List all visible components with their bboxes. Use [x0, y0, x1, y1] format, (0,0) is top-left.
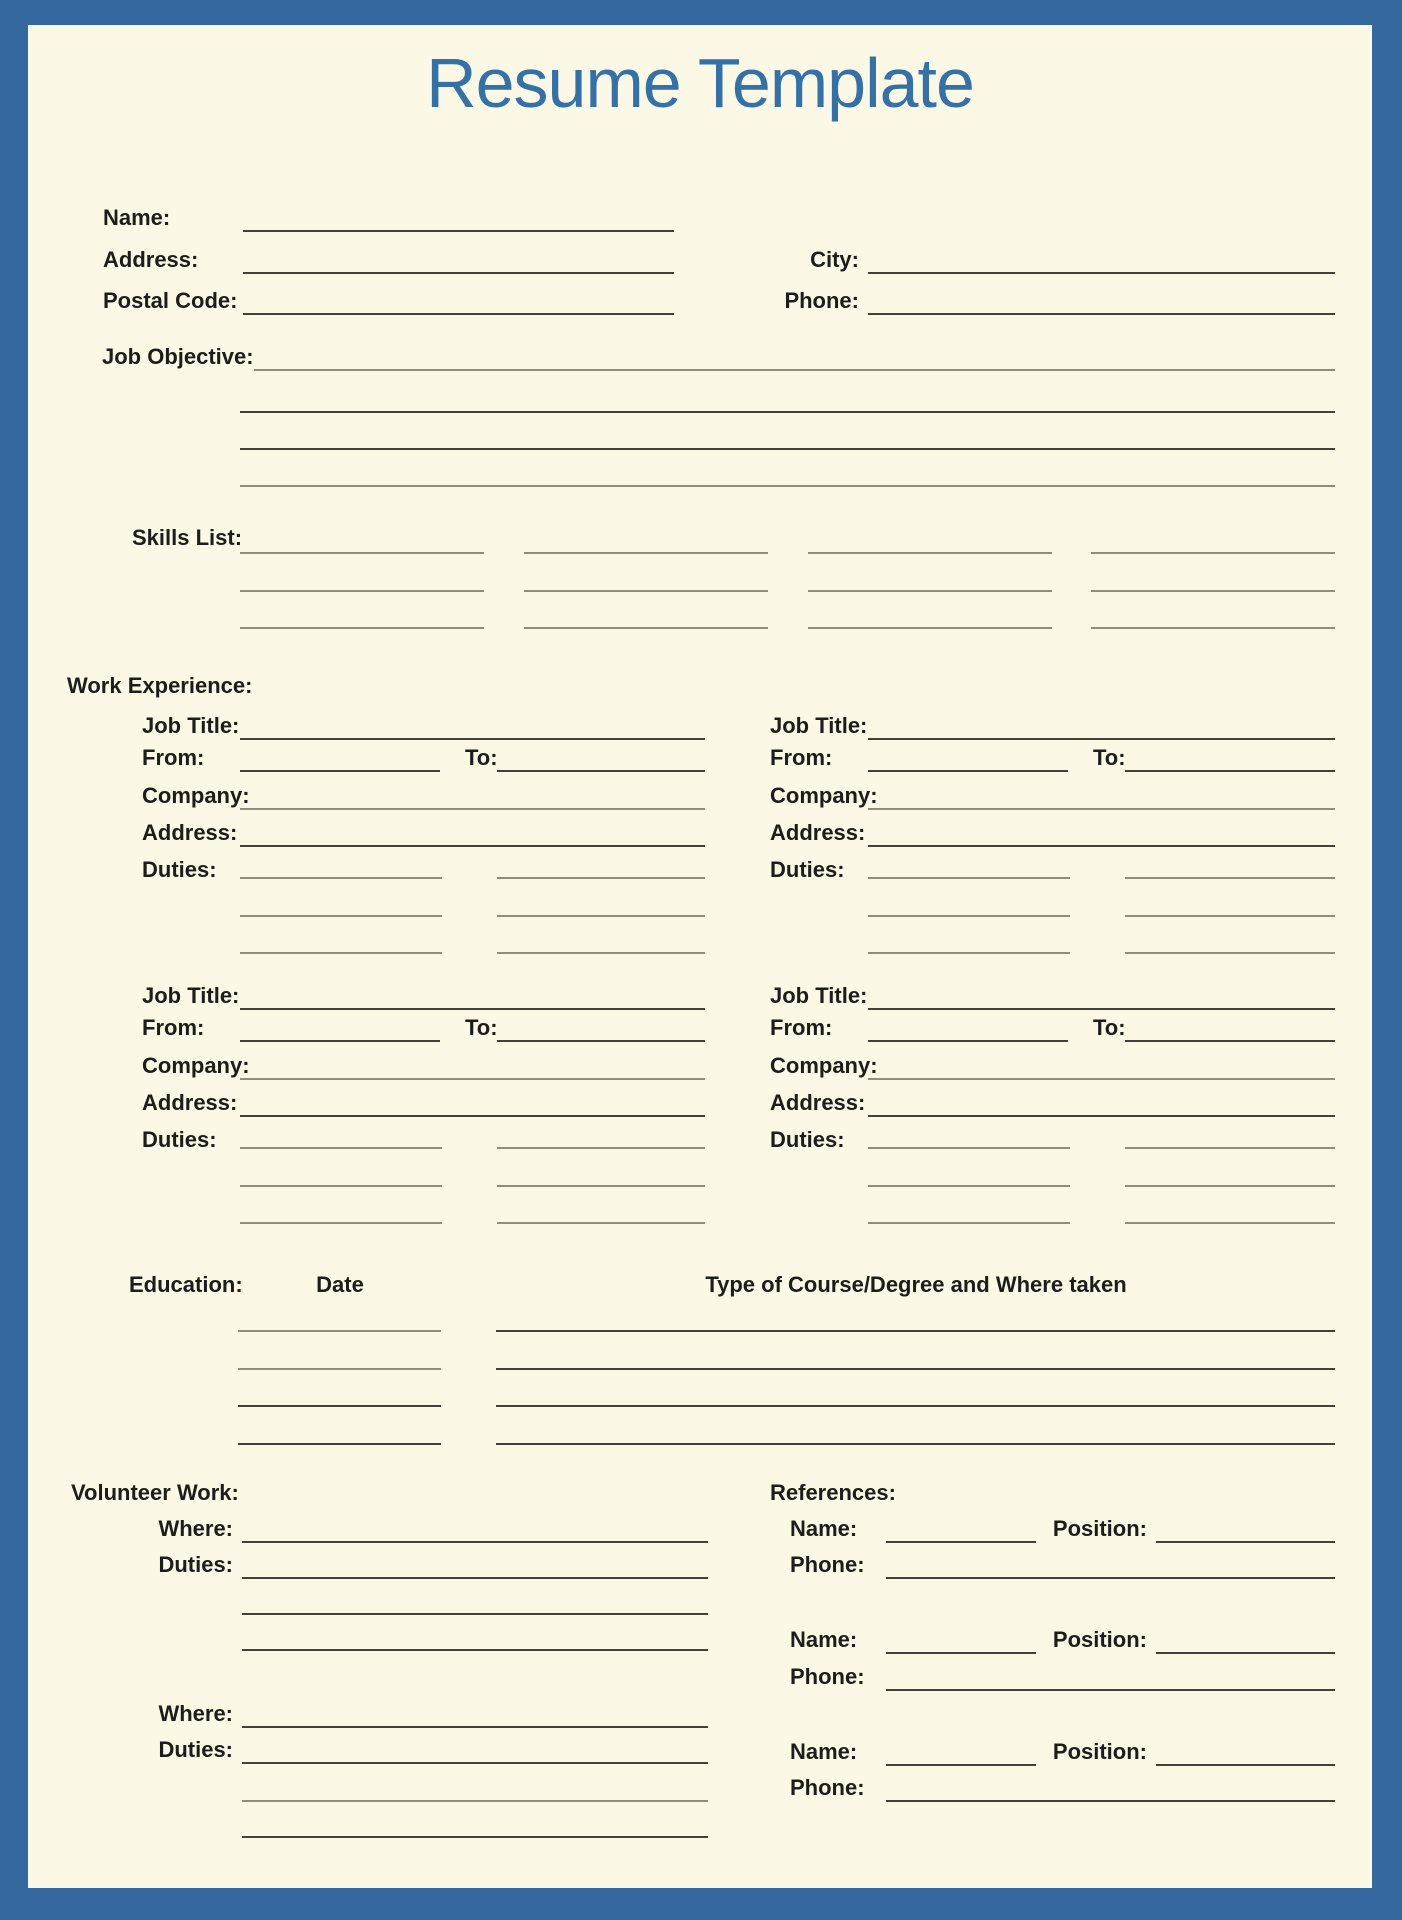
address-line: [240, 1115, 705, 1117]
from-line: [240, 770, 440, 772]
from-label: From:: [142, 745, 205, 770]
duties-line: [242, 1577, 708, 1579]
skills-line: [1091, 627, 1335, 629]
duties-line: [497, 952, 705, 954]
to-line: [497, 1040, 705, 1042]
education-date-line: [238, 1405, 441, 1407]
duties-line: [497, 877, 705, 879]
address-row: [142, 1081, 705, 1117]
company-row: [770, 774, 1335, 810]
duties-line: [868, 952, 1070, 954]
address-label: Address:: [770, 1090, 866, 1115]
volunteer-where-row: [134, 1692, 708, 1728]
name-field-row: [103, 196, 674, 232]
address-label: Address:: [142, 820, 238, 845]
postal-code-label: Postal Code:: [103, 288, 238, 313]
address-line: [868, 1115, 1335, 1117]
reference-phone-row: [790, 1766, 1335, 1802]
company-row: [142, 1044, 705, 1080]
job-title-label: Job Title:: [142, 983, 240, 1008]
address-label: Address:: [142, 1090, 238, 1115]
duties-line: [240, 915, 442, 917]
duties-lines: [868, 1185, 1335, 1187]
job-objective-line: [240, 411, 1335, 413]
skills-line: [524, 590, 768, 592]
page-title: Resume Template: [426, 44, 974, 122]
to-label: To:: [1093, 745, 1126, 770]
duties-lines: [868, 952, 1335, 954]
job-objective-line: [240, 448, 1335, 450]
where-label: Where:: [158, 1701, 233, 1726]
from-line: [868, 1040, 1068, 1042]
job-title-label: Job Title:: [770, 713, 868, 738]
duties-line: [240, 877, 442, 879]
duties-line: [1125, 877, 1335, 879]
company-label: Company:: [142, 783, 250, 808]
company-line: [240, 808, 705, 810]
job-objective-line: [240, 485, 1335, 487]
duties-label: Duties:: [770, 1127, 845, 1152]
job-objective-label: Job Objective:: [102, 344, 254, 369]
volunteer-where-row: [134, 1507, 708, 1543]
company-label: Company:: [142, 1053, 250, 1078]
to-line: [1125, 770, 1335, 772]
duties-line: [240, 1222, 442, 1224]
address-field-row: [103, 238, 674, 274]
company-line: [868, 808, 1335, 810]
education-date-line: [238, 1368, 441, 1370]
duties-line: [1125, 1147, 1335, 1149]
reference-name-position-row: [790, 1618, 1335, 1654]
education-course-line: [496, 1368, 1335, 1370]
ref-phone-label: Phone:: [790, 1664, 865, 1689]
duties-label: Duties:: [158, 1552, 233, 1577]
skills-line: [524, 552, 768, 554]
from-label: From:: [770, 745, 833, 770]
education-course-line: [496, 1405, 1335, 1407]
address-row: [142, 811, 705, 847]
volunteer-work-label: Volunteer Work:: [71, 1480, 239, 1505]
duties-label: Duties:: [158, 1737, 233, 1762]
job-objective-line: [254, 369, 1335, 371]
job-objective-row: [102, 335, 1335, 371]
duties-line: [497, 915, 705, 917]
duties-line: [242, 1762, 708, 1764]
job-title-row: [142, 704, 705, 740]
duties-lines: [868, 915, 1335, 917]
ref-name-label: Name:: [790, 1516, 858, 1541]
phone-label: Phone:: [784, 288, 859, 313]
references-label: References:: [770, 1480, 896, 1505]
company-label: Company:: [770, 783, 878, 808]
address-row: [770, 1081, 1335, 1117]
skills-line: [808, 552, 1052, 554]
city-field-row: [760, 238, 1335, 274]
skills-line: [1091, 552, 1335, 554]
name-label: Name:: [103, 205, 171, 230]
duties-label: Duties:: [142, 1127, 217, 1152]
city-label: City:: [810, 247, 859, 272]
duties-line: [240, 1147, 442, 1149]
postal-code-field-row: [103, 279, 674, 315]
duties-line: [1125, 1222, 1335, 1224]
skills-line: [808, 590, 1052, 592]
reference-phone-row: [790, 1543, 1335, 1579]
education-course-header: Type of Course/Degree and Where taken: [705, 1272, 1127, 1297]
duties-label: Duties:: [770, 857, 845, 882]
resume-template-page: [28, 25, 1372, 1888]
reference-name-position-row: [790, 1507, 1335, 1543]
skills-line: [524, 627, 768, 629]
duties-line: [868, 1222, 1070, 1224]
from-to-row: [142, 736, 705, 772]
address-row: [770, 811, 1335, 847]
ref-name-label: Name:: [790, 1627, 858, 1652]
job-title-row: [770, 704, 1335, 740]
volunteer-duties-row: [134, 1543, 708, 1579]
job-title-row: [142, 974, 705, 1010]
ref-position-label: Position:: [1052, 1627, 1147, 1652]
company-line: [868, 1078, 1335, 1080]
skills-line: [240, 552, 484, 554]
phone-line: [868, 313, 1335, 315]
duties-lines: [240, 877, 705, 879]
to-line: [497, 770, 705, 772]
address-label: Address:: [103, 247, 199, 272]
duties-lines: [868, 1147, 1335, 1149]
skills-line: [240, 590, 484, 592]
duties-line: [868, 1147, 1070, 1149]
company-row: [770, 1044, 1335, 1080]
name-line: [243, 230, 674, 232]
education-course-line: [496, 1330, 1335, 1332]
duties-line: [868, 877, 1070, 879]
from-to-row: [142, 1006, 705, 1042]
skills-line: [808, 627, 1052, 629]
address-line: [868, 845, 1335, 847]
volunteer-duties-line: [242, 1836, 708, 1838]
education-course-line: [496, 1443, 1335, 1445]
duties-label: Duties:: [142, 857, 217, 882]
duties-lines: [868, 1222, 1335, 1224]
volunteer-duties-row: [134, 1728, 708, 1764]
education-date-line: [238, 1443, 441, 1445]
duties-line: [497, 1222, 705, 1224]
ref-name-label: Name:: [790, 1739, 858, 1764]
volunteer-duties-line: [242, 1800, 708, 1802]
ref-phone-line: [886, 1800, 1335, 1802]
education-date-header: Date: [316, 1272, 364, 1297]
reference-name-position-row: [790, 1730, 1335, 1766]
duties-lines: [240, 952, 705, 954]
ref-phone-label: Phone:: [790, 1552, 865, 1577]
job-title-row: [770, 974, 1335, 1010]
city-line: [868, 272, 1335, 274]
from-to-row: [770, 736, 1335, 772]
duties-line: [1125, 915, 1335, 917]
education-date-line: [238, 1330, 441, 1332]
ref-phone-line: [886, 1689, 1335, 1691]
duties-line: [497, 1147, 705, 1149]
skills-list-label: Skills List:: [132, 525, 243, 550]
duties-lines: [240, 1222, 705, 1224]
duties-line: [868, 1185, 1070, 1187]
duties-line: [1125, 1185, 1335, 1187]
where-label: Where:: [158, 1516, 233, 1541]
ref-position-label: Position:: [1052, 1516, 1147, 1541]
phone-field-row: [760, 279, 1335, 315]
from-line: [868, 770, 1068, 772]
job-title-label: Job Title:: [142, 713, 240, 738]
to-line: [1125, 1040, 1335, 1042]
duties-line: [868, 915, 1070, 917]
volunteer-duties-line: [242, 1613, 708, 1615]
duties-lines: [868, 877, 1335, 879]
company-line: [240, 1078, 705, 1080]
ref-position-label: Position:: [1052, 1739, 1147, 1764]
skills-line: [1091, 590, 1335, 592]
ref-phone-line: [886, 1577, 1335, 1579]
to-label: To:: [465, 1015, 498, 1040]
postal-code-line: [243, 313, 674, 315]
address-line: [243, 272, 674, 274]
duties-line: [1125, 952, 1335, 954]
skills-line: [240, 627, 484, 629]
volunteer-duties-line: [242, 1649, 708, 1651]
from-label: From:: [142, 1015, 205, 1040]
duties-lines: [240, 1185, 705, 1187]
ref-position-line: [1156, 1652, 1335, 1654]
company-label: Company:: [770, 1053, 878, 1078]
ref-phone-label: Phone:: [790, 1775, 865, 1800]
work-experience-label: Work Experience:: [67, 673, 253, 698]
education-label: Education:: [129, 1272, 243, 1297]
duties-line: [240, 952, 442, 954]
duties-line: [240, 1185, 442, 1187]
to-label: To:: [1093, 1015, 1126, 1040]
ref-name-line: [886, 1652, 1036, 1654]
from-line: [240, 1040, 440, 1042]
duties-lines: [240, 915, 705, 917]
to-label: To:: [465, 745, 498, 770]
duties-line: [497, 1185, 705, 1187]
reference-phone-row: [790, 1655, 1335, 1691]
from-to-row: [770, 1006, 1335, 1042]
duties-lines: [240, 1147, 705, 1149]
from-label: From:: [770, 1015, 833, 1040]
job-title-label: Job Title:: [770, 983, 868, 1008]
company-row: [142, 774, 705, 810]
address-label: Address:: [770, 820, 866, 845]
address-line: [240, 845, 705, 847]
